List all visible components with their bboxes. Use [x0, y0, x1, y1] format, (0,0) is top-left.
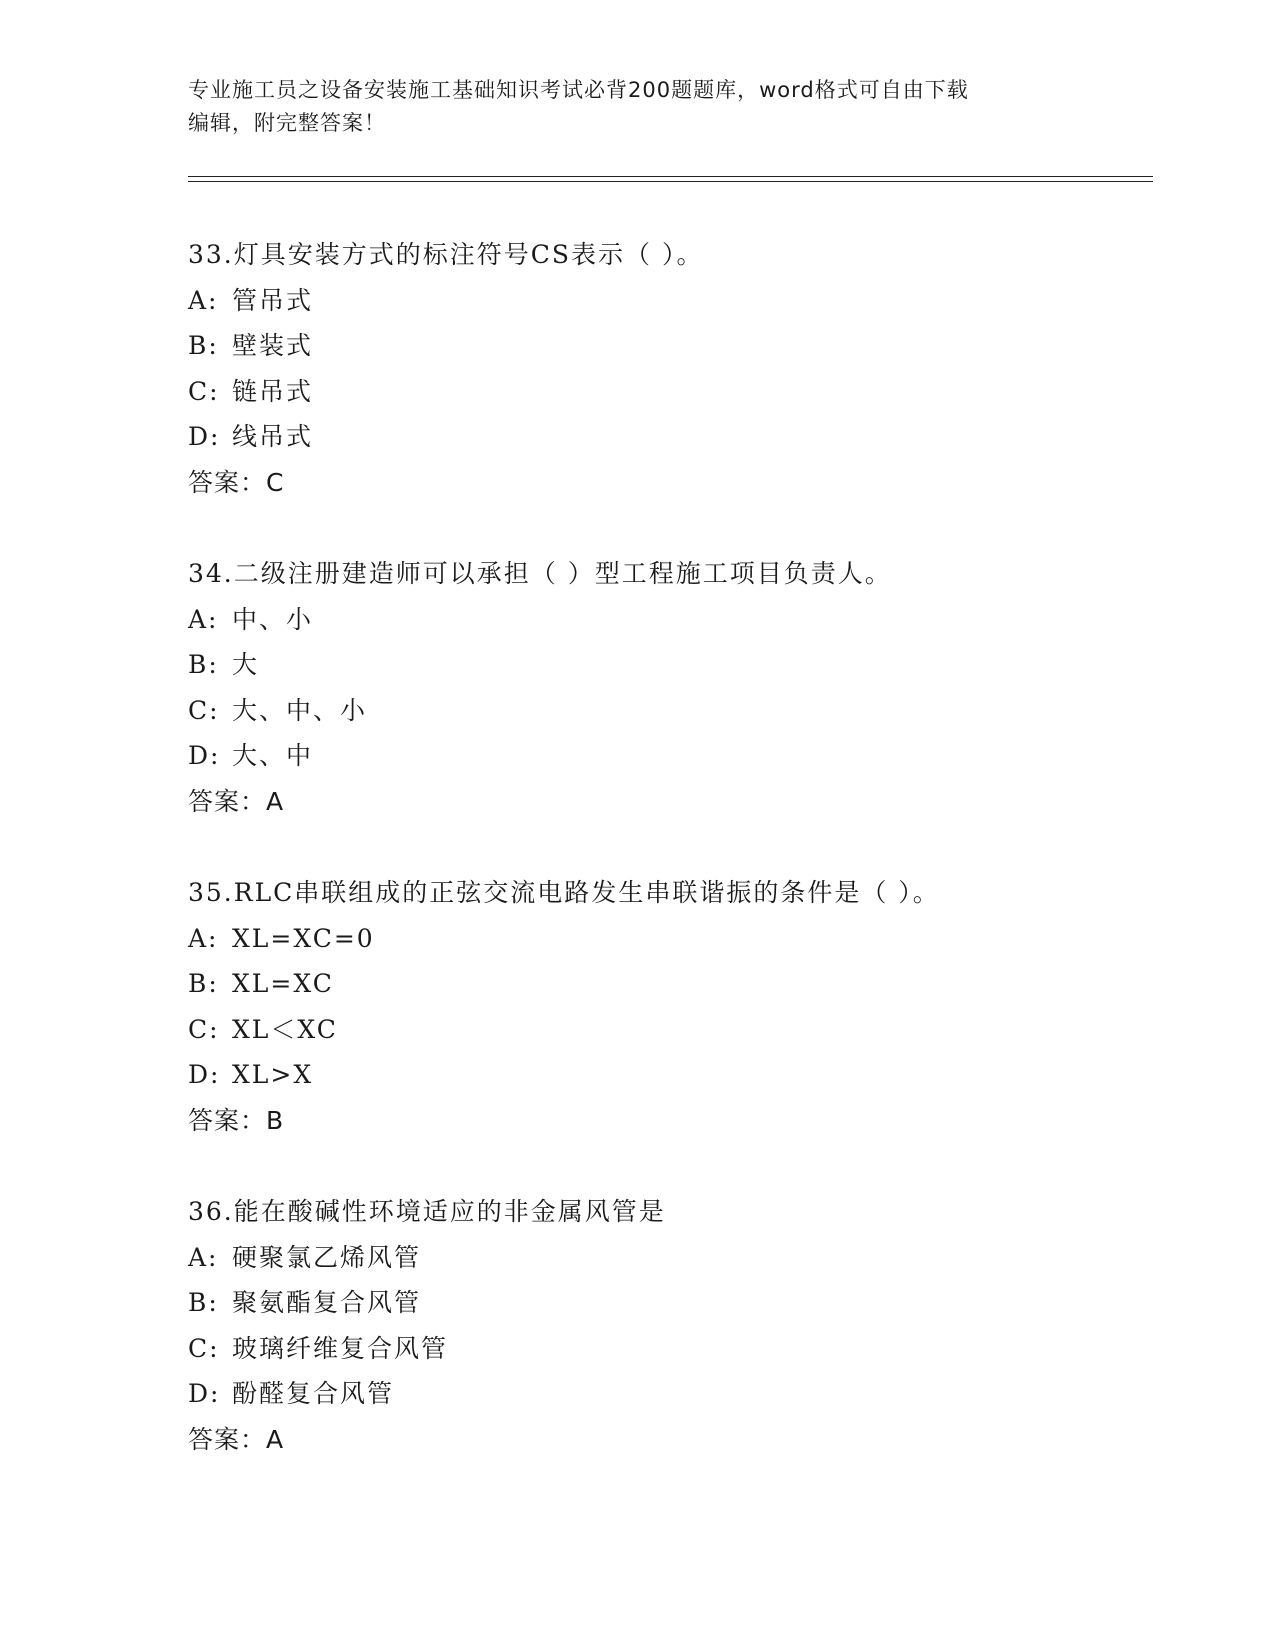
option-text: 大、中、小 — [232, 695, 368, 725]
question-33 — [188, 232, 1168, 505]
option-text: 玻璃纤维复合风管 — [232, 1333, 449, 1363]
option-text: 大、中 — [232, 741, 314, 770]
option-text: 管吊式 — [232, 285, 314, 315]
option-d — [188, 1371, 1168, 1417]
option-letter: D: — [188, 741, 221, 770]
header-divider-bottom — [188, 181, 1153, 182]
option-c — [188, 1007, 1168, 1053]
option-letter: B: — [188, 969, 219, 998]
option-text: 酚醛复合风管 — [232, 1379, 395, 1408]
option-b — [188, 323, 1168, 369]
answer-line: 答案：A — [188, 1424, 285, 1454]
option-b — [188, 961, 1168, 1007]
option-text: 线吊式 — [232, 422, 314, 451]
option-text: 链吊式 — [232, 376, 314, 406]
option-letter: C: — [188, 1333, 220, 1363]
option-d — [188, 1052, 1168, 1098]
option-letter: A: — [188, 285, 219, 315]
question-stem: 34.二级注册建造师可以承担（ ）型工程施工项目负责人。 — [188, 559, 892, 588]
option-text: XL>X — [232, 1060, 314, 1089]
question-stem: 33.灯具安装方式的标注符号CS表示（ ）。 — [188, 240, 704, 269]
option-letter: A: — [188, 923, 219, 953]
option-text: XL＜XC — [232, 1014, 338, 1044]
option-text: 中、小 — [232, 604, 314, 634]
option-letter: B: — [188, 650, 219, 679]
answer-line: 答案：C — [188, 467, 285, 497]
option-d — [188, 733, 1168, 779]
option-b — [188, 1280, 1168, 1326]
option-letter: B: — [188, 331, 219, 360]
option-text: 硬聚氯乙烯风管 — [232, 1242, 422, 1272]
question-36 — [188, 1189, 1168, 1462]
option-letter: C: — [188, 695, 220, 725]
option-b — [188, 642, 1168, 688]
option-text: XL=XC=0 — [232, 923, 375, 953]
option-a — [188, 278, 1168, 324]
option-letter: C: — [188, 376, 220, 406]
option-text: 聚氨酯复合风管 — [232, 1288, 422, 1317]
header-divider-top — [188, 176, 1153, 177]
header-title-line-2: 编辑，附完整答案！ — [188, 111, 386, 135]
option-text: 壁装式 — [232, 331, 314, 360]
option-a — [188, 916, 1168, 962]
document-header — [188, 74, 1088, 140]
option-letter: A: — [188, 604, 219, 634]
option-c — [188, 688, 1168, 734]
option-letter: C: — [188, 1014, 220, 1044]
option-letter: B: — [188, 1288, 219, 1317]
option-c — [188, 1326, 1168, 1372]
answer-line: 答案：A — [188, 786, 285, 816]
option-text: XL=XC — [232, 969, 334, 998]
option-c — [188, 369, 1168, 415]
option-a — [188, 597, 1168, 643]
option-text: 大 — [232, 650, 260, 679]
option-letter: D: — [188, 1060, 221, 1089]
option-d — [188, 414, 1168, 460]
question-stem: 35.RLC串联组成的正弦交流电路发生串联谐振的条件是（ ）。 — [188, 878, 940, 907]
answer-line: 答案：B — [188, 1105, 285, 1135]
option-a — [188, 1235, 1168, 1281]
question-stem: 36.能在酸碱性环境适应的非金属风管是 — [188, 1197, 666, 1226]
header-title-line-1: 专业施工员之设备安装施工基础知识考试必背200题题库，word格式可自由下载 — [188, 78, 969, 102]
question-34 — [188, 551, 1168, 824]
question-35 — [188, 870, 1168, 1143]
option-letter: D: — [188, 1379, 221, 1408]
option-letter: A: — [188, 1242, 219, 1272]
option-letter: D: — [188, 422, 221, 451]
